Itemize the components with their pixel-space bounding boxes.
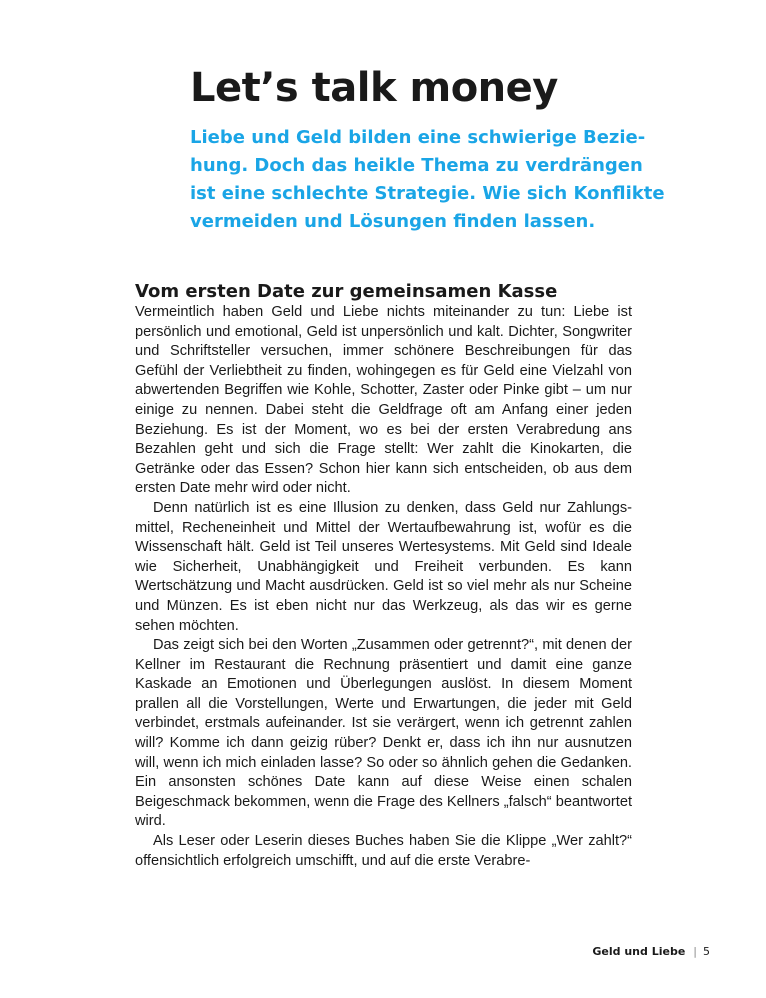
page-number: 5 <box>703 945 710 958</box>
lead-line: Liebe und Geld bilden eine schwierige Bezie- <box>190 127 646 148</box>
lead-line: ist eine schlechte Strategie. Wie sich Konflikte <box>190 183 665 204</box>
body-paragraph: Vermeintlich haben Geld und Liebe nichts miteinander zu tun: Liebe ist persönlich und emotional, Geld ist unpersönlich und kalt. Dichter, Songwriter und Schriftsteller versuchen, immer schönere Beschreibungen für das Gefühl der Verliebtheit zu finden, wohingegen es für Geld eine Vielzahl von abwertenden Begriffen wie Kohle, Schotter, Zaster oder Pinke gibt – um nur einige zu nennen. Dabei steht die Geldfrage oft am Anfang einer jeden Beziehung. Es ist der Moment, wo es bei der ersten Verabredung ans Bezahlen geht und sich die Frage stellt: Wer zahlt die Kinokarten, die Getränke oder das Essen? Schon hier kann sich entscheiden, ob aus dem ersten Date mehr wird oder nicht. <box>135 304 632 497</box>
body-paragraph: Das zeigt sich bei den Worten „Zusammen oder getrennt?“, mit denen der Kellner im Restaurant die Rechnung präsentiert und damit eine ganze Kaskade an Emotionen und Überlegungen auslöst. In diesem Moment prallen all die Vorstellungen, Werte und Erwartungen, die jeder mit Geld verbindet, erstmals aufeinander. Ist sie verärgert, wenn ich getrennt zahlen will? Komme ich dann geizig rüber? Denkt er, dass ich ihn nur ausnutzen will, wenn ich mich einladen lasse? So oder so ähnlich gehen die Gedanken. Ein ansonsten schönes Date kann auf diese Weise einen schalen Beigeschmack bekommen, wenn die Frage des Kellners „falsch“ beantwortet wird. <box>135 637 632 830</box>
lead-line: hung. Doch das heikle Thema zu verdrängen <box>190 155 643 176</box>
body-paragraph: Als Leser oder Leserin dieses Buches haben Sie die Klippe „Wer zahlt?“ offensichtlich erfolgreich umschifft, und auf die erste Verabre- <box>135 833 632 869</box>
body-text <box>135 303 632 871</box>
page-title: Let’s talk money <box>190 65 558 111</box>
section-heading: Vom ersten Date zur gemeinsamen Kasse <box>135 281 558 302</box>
lead-line: vermeiden und Lösungen finden lassen. <box>190 211 596 232</box>
running-chapter-title: Geld und Liebe <box>592 945 686 958</box>
page-footer <box>592 944 710 960</box>
body-paragraph: Denn natürlich ist es eine Illusion zu denken, dass Geld nur Zahlungsmittel, Recheneinheit und Mittel der Wertaufbewahrung ist, wofür es die Wissenschaft hält. Geld ist Teil unseres Wertesystems. Mit Geld sind Ideale wie Sicherheit, Unabhängigkeit und Freiheit verbunden. Es kann Wertschätzung und Macht ausdrücken. Geld ist so viel mehr als nur Scheine und Münzen. Es ist eben nicht nur das Werkzeug, als das wir es gerne sehen möchten. <box>135 499 632 634</box>
lead-paragraph <box>190 124 665 236</box>
footer-separator: | <box>693 945 697 958</box>
